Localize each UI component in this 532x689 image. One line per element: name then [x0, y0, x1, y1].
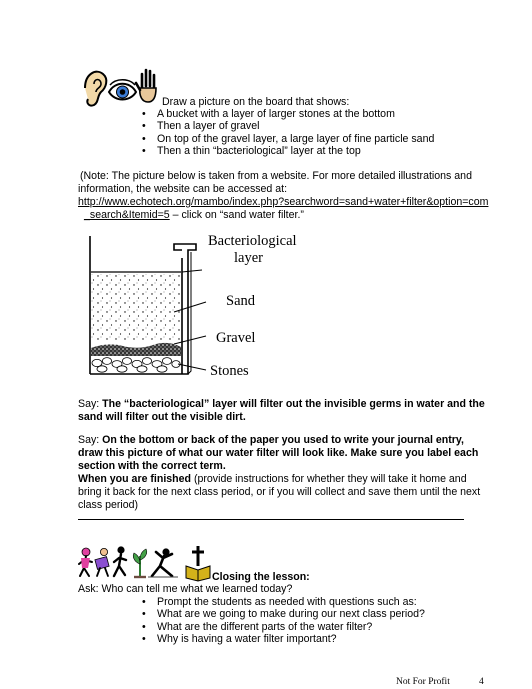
note-line-2: information, the website can be accessed at:: [78, 183, 288, 195]
stones-layer: [92, 358, 180, 373]
pointer-bacteriological: [182, 270, 202, 272]
say2-finished-bold: When you are finished: [78, 473, 192, 485]
note-link-suffix: – click on “sand water filter.”: [169, 209, 304, 221]
say1-bold-1: The “bacteriological” layer will filter out the invisible germs in water and the: [102, 398, 485, 410]
label-sand: Sand: [226, 293, 255, 309]
hand-icon: [136, 70, 156, 102]
note-link-line-1: [78, 196, 488, 209]
say2-line-2: [78, 447, 478, 460]
intro-instruction: Draw a picture on the board that shows:: [162, 96, 350, 108]
list-item: • Then a layer of gravel: [142, 120, 434, 132]
footer-label: Not For Profit: [396, 677, 450, 687]
note-line-1: (Note: The picture below is taken from a website. For more detailed illustrations and: [80, 170, 472, 182]
closing-ask: Ask: Who can tell me what we learned today?: [78, 583, 293, 595]
sprout-icon: [133, 549, 147, 577]
website-link[interactable]: http://www.echotech.org/mambo/index.php?searchword=sand+water+filter&option=com: [78, 196, 489, 208]
say1-prefix: Say:: [78, 398, 103, 410]
sand-filter-diagram: [78, 228, 332, 386]
label-layer: layer: [234, 250, 263, 266]
figure-pink-icon: [79, 548, 92, 576]
say2-line-5: bring it back for the next class period, or if you will collect and save them until the next: [78, 486, 481, 498]
say1-line-1: [78, 398, 485, 411]
say2-line-1: [78, 434, 464, 447]
gravel-layer: [91, 343, 181, 356]
say1-bold-2: sand will filter out the visible dirt.: [78, 411, 246, 423]
eye-icon: [109, 80, 136, 100]
sand-filter-figure: [78, 228, 332, 386]
ear-icon: [85, 72, 106, 106]
closing-question-list: [142, 596, 425, 646]
say2-line-4: [78, 473, 467, 486]
say2-line-6: class period): [78, 499, 139, 511]
say2-bold-3: section with the correct term.: [78, 460, 226, 472]
note-link-line-2: [84, 209, 304, 222]
list-item: • What are we going to make during our next class period?: [142, 608, 425, 620]
say2-bold-2: draw this picture of what our water filter will look like. Make sure you label each: [78, 447, 479, 459]
say2-line-3: [78, 460, 226, 473]
say2-finished-rest: (provide instructions for whether they will take it home and: [191, 473, 467, 485]
list-item: • Why is having a water filter important?: [142, 633, 425, 645]
say2-bold-1: On the bottom or back of the paper you used to write your journal entry,: [102, 434, 464, 446]
list-item: • Prompt the students as needed with questions such as:: [142, 596, 425, 608]
page-number: 4: [479, 677, 484, 687]
closing-icons: [78, 544, 212, 582]
label-bacteriological: Bacteriological: [208, 233, 297, 249]
say1-line-2: [78, 411, 246, 424]
intro-bullet-list: [142, 108, 434, 158]
list-item: • Then a thin “bacteriological” layer at the top: [142, 145, 434, 157]
divider: [78, 519, 464, 520]
intro-icons: [82, 66, 160, 112]
figure-stretching-icon: [148, 548, 178, 577]
figure-walking-icon: [114, 546, 126, 576]
website-link-continued[interactable]: _search&Itemid=5: [84, 209, 170, 221]
sand-layer: [91, 274, 181, 342]
list-item: • What are the different parts of the water filter?: [142, 621, 425, 633]
label-stones: Stones: [210, 363, 249, 379]
closing-title-text: Closing the lesson:: [212, 571, 310, 583]
say2-prefix: Say:: [78, 434, 103, 446]
list-item: • On top of the gravel layer, a large layer of fine particle sand: [142, 133, 434, 145]
cross-book-icon: [186, 546, 210, 581]
figure-purple-icon: [95, 548, 109, 576]
label-gravel: Gravel: [216, 330, 256, 346]
list-item: • A bucket with a layer of larger stones at the bottom: [142, 108, 434, 120]
